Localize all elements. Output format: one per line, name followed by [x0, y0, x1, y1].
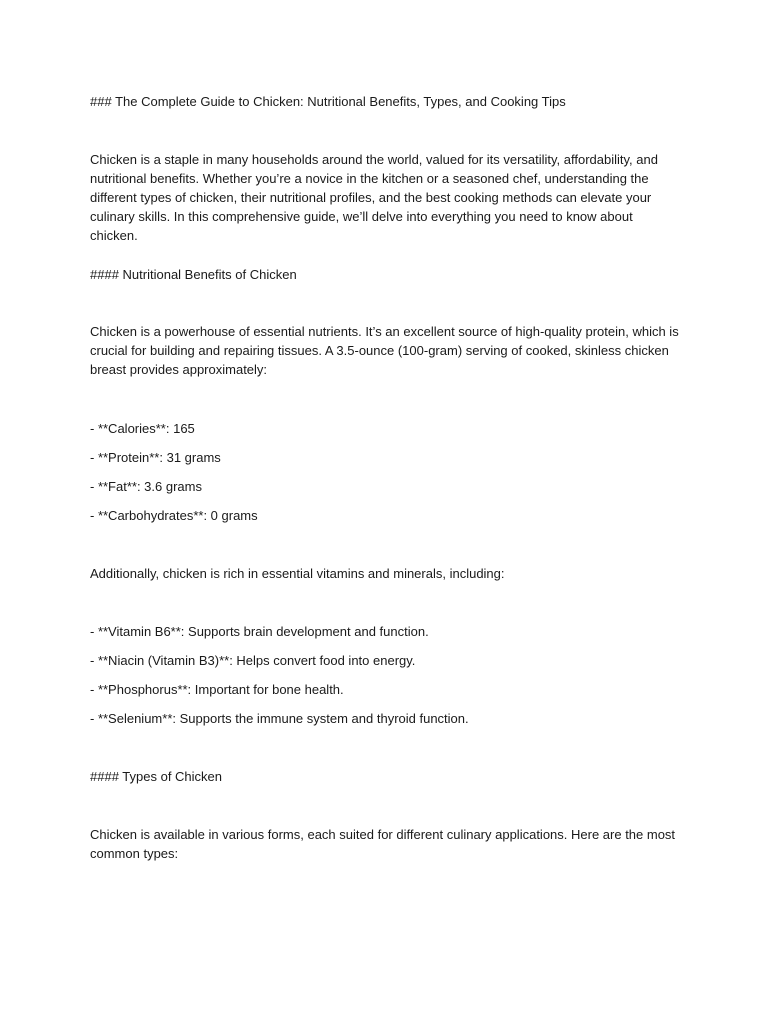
types-heading: #### Types of Chicken [90, 769, 223, 784]
vitamin-item-niacin: - **Niacin (Vitamin B3)**: Helps convert food into energy. [90, 653, 416, 668]
vitamin-item-b6: - **Vitamin B6**: Supports brain development and function. [90, 624, 429, 639]
nutrition-fact-carbohydrates: - **Carbohydrates**: 0 grams [90, 508, 258, 523]
nutrition-fact-fat: - **Fat**: 3.6 grams [90, 479, 202, 494]
nutrition-paragraph: Chicken is a powerhouse of essential nutrients. It’s an excellent source of high-quality protein, which is crucial for building and repairing tissues. A 3.5-ounce (100-gram) serving of cooked, skinless chicken breast provides approximately: [90, 324, 679, 377]
intro-paragraph: Chicken is a staple in many households around the world, valued for its versatility, affordability, and nutritional benefits. Whether you’re a novice in the kitchen or a seasoned chef, understanding the different types of chicken, their nutritional profiles, and the best cooking methods can elevate your culinary skills. In this comprehensive guide, we’ll delve into everything you need to know about chicken. [90, 152, 658, 243]
types-paragraph: Chicken is available in various forms, each suited for different culinary applications. Here are the most common types: [90, 827, 676, 861]
nutrition-fact-calories: - **Calories**: 165 [90, 421, 195, 436]
nutrition-heading: #### Nutritional Benefits of Chicken [90, 267, 297, 282]
vitamin-item-selenium: - **Selenium**: Supports the immune system and thyroid function. [90, 711, 469, 726]
nutrition-fact-protein: - **Protein**: 31 grams [90, 450, 221, 465]
vitamins-intro: Additionally, chicken is rich in essential vitamins and minerals, including: [90, 566, 505, 581]
document-title: ### The Complete Guide to Chicken: Nutritional Benefits, Types, and Cooking Tips [90, 94, 566, 109]
vitamin-item-phosphorus: - **Phosphorus**: Important for bone health. [90, 682, 344, 697]
